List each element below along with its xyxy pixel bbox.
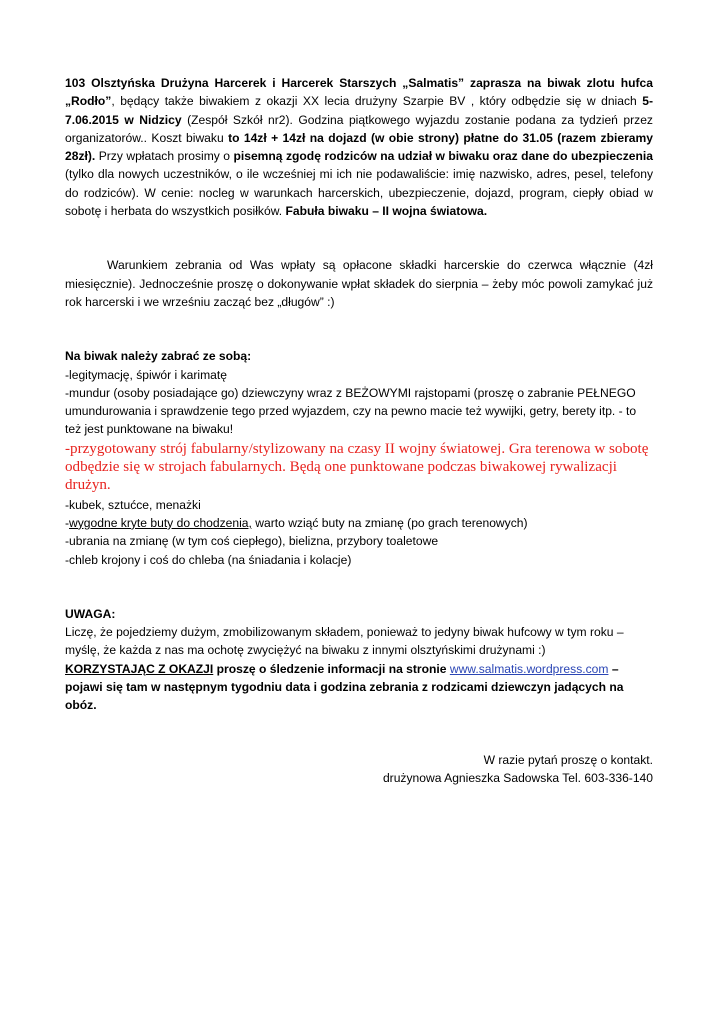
signature-line: drużynowa Agnieszka Sadowska Tel. 603-336-140 bbox=[382, 770, 653, 785]
packing-list-title: Na biwak należy zabrać ze sobą: bbox=[65, 349, 252, 364]
website-link[interactable]: www.salmatis.wordpress.com bbox=[449, 661, 609, 676]
callout-text: KORZYSTAJĄC Z OKAZJI bbox=[65, 661, 214, 676]
contact-block bbox=[65, 751, 653, 788]
conditions-paragraph: Warunkiem zebrania od Was wpłaty są opłacone składki harcerskie do czerwca włącznie (4zł miesięcznie). Jednocześnie proszę o dokonywanie wpłat składek do sierpnia – żeby móc powoli zamykać już rok harcerski i we wrześniu zacząć bez „długów” :) bbox=[65, 258, 653, 309]
intro-paragraph bbox=[65, 74, 653, 220]
list-item: -legitymację, śpiwór i karimatę bbox=[65, 367, 227, 382]
theme-info: Fabuła biwaku – II wojna światowa. bbox=[285, 204, 488, 219]
intro-text: (tylko dla nowych uczestników, o ile wcześniej mi ich nie podawaliście: imię nazwisko, adres, pesel, telefony do rodziców). W cenie: nocleg w warunkach harcerskich, ubezpieczenie, dojazd, program, ciepły obiad w sobotę i herbata do wszystkich posiłków. bbox=[65, 167, 653, 219]
note-title-text: UWAGA: bbox=[65, 606, 116, 621]
intro-text: (Zespół Szkół nr2). Godzina piątkowego wyjazdu zostanie podana za tydzień przez organizatorów.. Koszt biwaku bbox=[65, 112, 653, 145]
list-item-rest: warto wziąć buty na zmianę (po grach terenowych) bbox=[251, 515, 528, 530]
packing-list bbox=[65, 347, 653, 569]
website-info bbox=[65, 660, 653, 715]
website-info-text: proszę o śledzenie informacji na stronie bbox=[213, 661, 450, 676]
intro-text: Przy wpłatach prosimy o bbox=[95, 149, 234, 164]
document-page bbox=[65, 74, 653, 787]
list-item: -mundur (osoby posiadające go) dziewczyny wraz z BEŻOWYMI rajstopami (proszę o zabranie PEŁNEGO umundurowania i sprawdzenie tego przed wyjazdem, czy na pewno macie też wywijki, getry, berety itp. - to też jest punktowane na biwaku! bbox=[65, 385, 637, 437]
website-info-rest: – pojawi się tam w następnym tygodniu data i godzina zebrania z rodzicami dziewczyn jadących na obóz. bbox=[65, 661, 624, 713]
contact-line: W razie pytań proszę o kontakt. bbox=[483, 752, 653, 767]
note-text: Liczę, że pojedziemy dużym, zmobilizowanym składem, ponieważ to jedyny biwak hufcowy w tym roku – myślę, że każda z nas ma ochotę zwyciężyć na biwaku z innymi olsztyńskimi drużynami :) bbox=[65, 625, 624, 658]
shoes-underlined-text: wygodne kryte buty do chodzenia, bbox=[69, 515, 252, 530]
intro-text: , będący także biwakiem z okazji XX lecia drużyny Szarpie BV , który odbędzie się w dniach bbox=[111, 94, 643, 109]
event-date-location: 5-7.06.2015 w Nidzicy bbox=[65, 94, 653, 127]
list-dash: - bbox=[65, 515, 70, 530]
note-title bbox=[65, 605, 653, 623]
list-item: -chleb krojony i coś do chleba (na śniadania i kolacje) bbox=[65, 552, 352, 567]
consent-info: pisemną zgodę rodziców na udział w biwaku oraz dane do ubezpieczenia bbox=[233, 149, 653, 164]
costume-list-item: -przygotowany strój fabularny/stylizowany na czasy II wojny światowej. Gra terenowa w sobotę odbędzie się w strojach fabularnych. Będą one punktowane podczas biwakowej rywalizacji drużyn. bbox=[65, 440, 649, 494]
note-section bbox=[65, 605, 653, 715]
invitation-heading: 103 Olsztyńska Drużyna Harcerek i Harcerek Starszych „Salmatis” zaprasza na biwak zlotu hufca „Rodło” bbox=[65, 76, 653, 109]
cost-info: to 14zł + 14zł na dojazd (w obie strony) płatne do 31.05 (razem zbieramy 28zł). bbox=[65, 130, 653, 164]
list-item: -ubrania na zmianę (w tym coś ciepłego), bielizna, przybory toaletowe bbox=[65, 534, 439, 549]
list-item bbox=[65, 514, 653, 532]
list-item: -kubek, sztućce, menażki bbox=[65, 497, 201, 512]
